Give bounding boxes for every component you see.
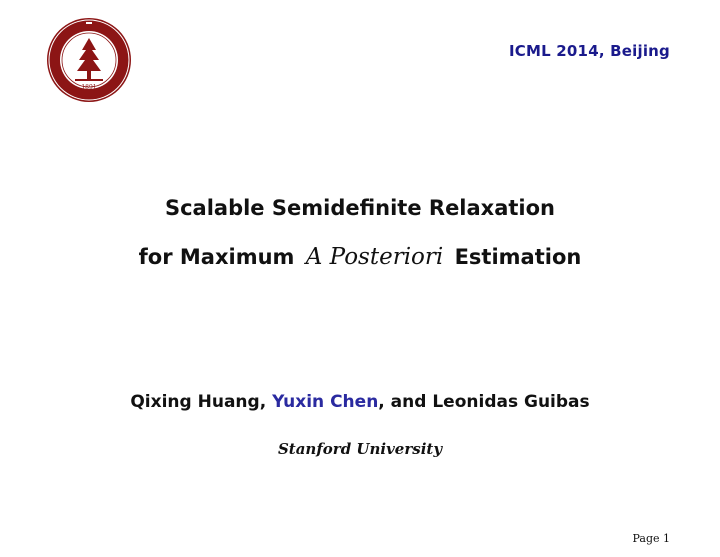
author-guibas: Leonidas Guibas [432,392,590,412]
author-huang: Qixing Huang [130,392,260,412]
title-line-2 [0,244,720,270]
title-line-2-suffix: Estimation [454,245,582,269]
author-chen: Yuxin Chen [272,392,379,412]
page-number: Page 1 [632,532,670,545]
author-separator: , [259,392,267,412]
stanford-seal-logo [45,16,133,104]
title-line-2-prefix: for Maximum [138,245,295,269]
conference-label: ICML 2014, Beijing [508,42,670,60]
author-separator: , and [378,392,427,412]
title-math-a-posteriori: A Posteriori [305,244,444,270]
title-line-1: Scalable Semidefinite Relaxation [164,196,556,220]
affiliation: Stanford University [277,440,443,458]
seal-year: 1891 [81,84,97,91]
author-list [0,392,720,412]
